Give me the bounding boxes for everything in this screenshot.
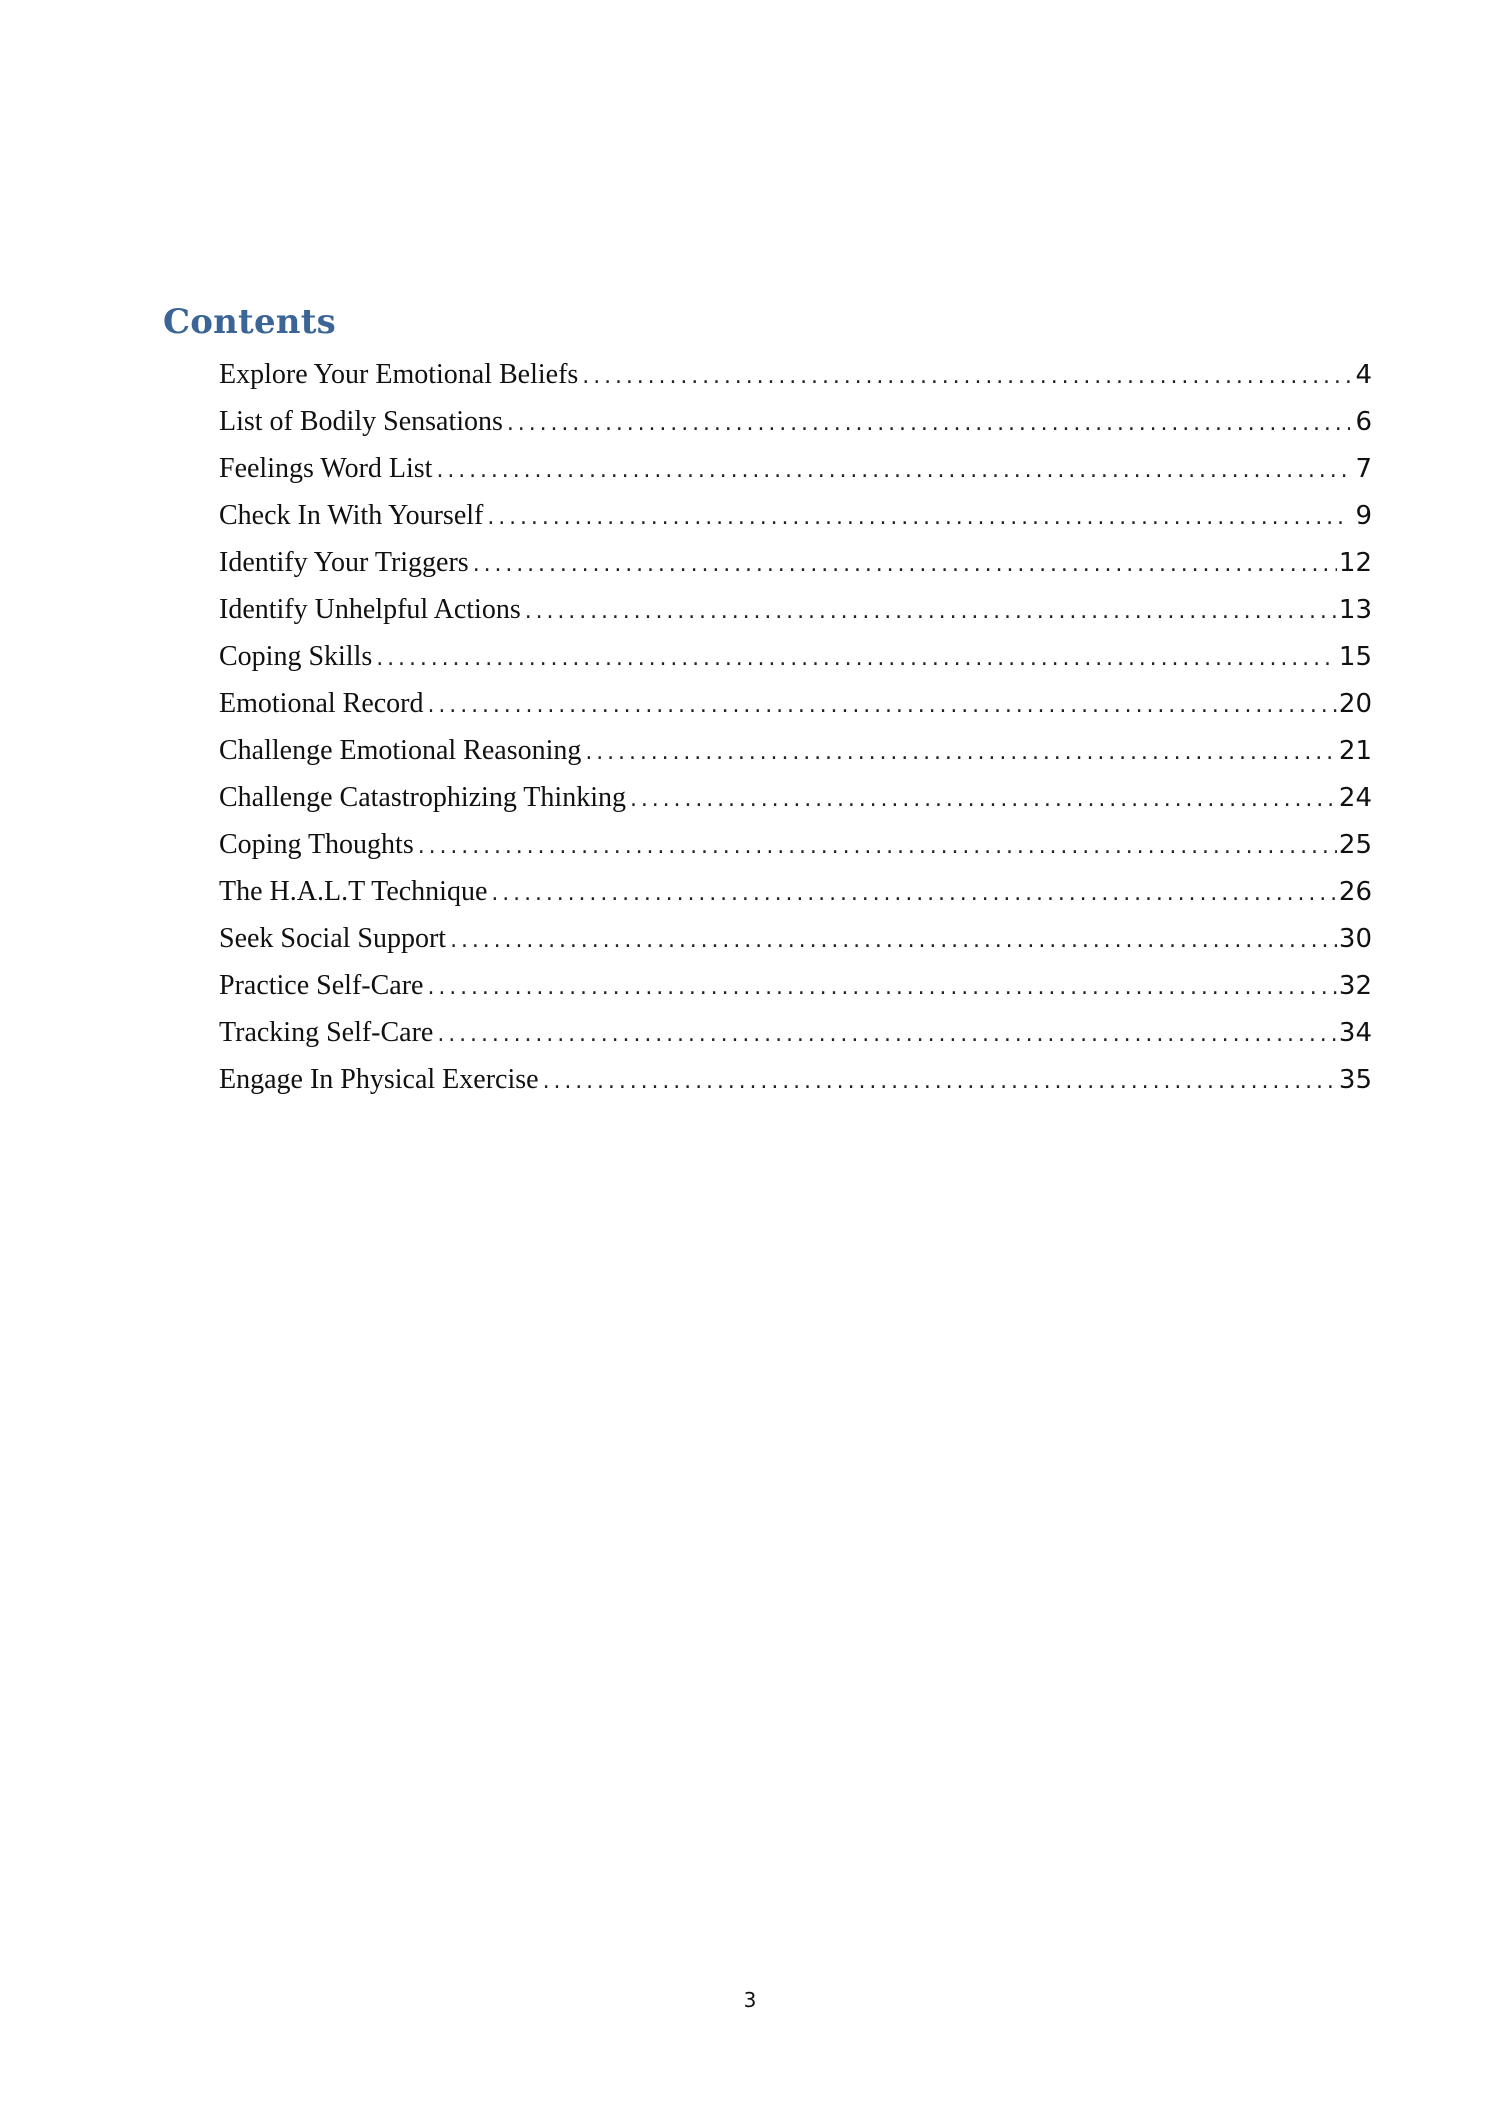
toc-entry[interactable] xyxy=(219,402,1372,449)
toc-entry-page: 25 xyxy=(1338,830,1372,860)
toc-entry-title: Challenge Emotional Reasoning xyxy=(219,735,582,766)
toc-entry-title: Coping Skills xyxy=(219,641,373,672)
page-number: 3 xyxy=(743,1988,757,2012)
toc-entry-title: Feelings Word List xyxy=(219,453,433,484)
toc-dot-leader xyxy=(450,928,1337,953)
toc-entry[interactable] xyxy=(219,590,1372,637)
toc-entry-title: Explore Your Emotional Beliefs xyxy=(219,359,579,390)
toc-entry[interactable] xyxy=(219,637,1372,684)
toc-entry[interactable] xyxy=(219,1013,1372,1060)
toc-dot-leader xyxy=(585,740,1337,765)
toc-entry[interactable] xyxy=(219,778,1372,825)
toc-entry-page: 9 xyxy=(1355,501,1372,531)
toc-entry-title: Practice Self-Care xyxy=(219,970,424,1001)
toc-entry-title: List of Bodily Sensations xyxy=(219,406,503,437)
toc-entry-page: 26 xyxy=(1338,877,1372,907)
toc-entry-title: Emotional Record xyxy=(219,688,424,719)
toc-dot-leader xyxy=(525,599,1337,624)
toc-entry-page: 4 xyxy=(1355,360,1372,390)
toc-dot-leader xyxy=(507,411,1350,436)
toc-dot-leader xyxy=(436,458,1350,483)
toc-dot-leader xyxy=(473,552,1337,577)
toc-entry-page: 24 xyxy=(1338,783,1372,813)
toc-entry-title: Coping Thoughts xyxy=(219,829,414,860)
toc-dot-leader xyxy=(630,787,1337,812)
toc-entry-title: Seek Social Support xyxy=(219,923,447,954)
toc-entry[interactable] xyxy=(219,1060,1372,1107)
toc-entry-title: Tracking Self-Care xyxy=(219,1017,434,1048)
toc-entry-page: 35 xyxy=(1338,1065,1372,1095)
toc-entry-page: 20 xyxy=(1338,689,1372,719)
toc-entry[interactable] xyxy=(219,731,1372,778)
toc-entry[interactable] xyxy=(219,966,1372,1013)
toc-entry[interactable] xyxy=(219,449,1372,496)
toc-entry[interactable] xyxy=(219,684,1372,731)
table-of-contents xyxy=(219,355,1372,1107)
toc-entry-page: 12 xyxy=(1338,548,1372,578)
toc-entry-page: 7 xyxy=(1355,454,1372,484)
toc-dot-leader xyxy=(437,1022,1337,1047)
toc-dot-leader xyxy=(491,881,1337,906)
toc-dot-leader xyxy=(427,975,1336,1000)
toc-dot-leader xyxy=(582,364,1350,389)
toc-dot-leader xyxy=(487,505,1350,530)
toc-entry[interactable] xyxy=(219,919,1372,966)
toc-entry[interactable] xyxy=(219,825,1372,872)
toc-entry[interactable] xyxy=(219,543,1372,590)
toc-entry-page: 32 xyxy=(1338,971,1372,1001)
toc-entry-title: The H.A.L.T Technique xyxy=(219,876,488,907)
toc-dot-leader xyxy=(376,646,1337,671)
toc-entry-title: Check In With Yourself xyxy=(219,500,484,531)
toc-entry-title: Challenge Catastrophizing Thinking xyxy=(219,782,626,813)
toc-entry[interactable] xyxy=(219,872,1372,919)
toc-entry-page: 6 xyxy=(1355,407,1372,437)
toc-dot-leader xyxy=(543,1069,1337,1094)
toc-entry-page: 13 xyxy=(1338,595,1372,625)
toc-entry-page: 15 xyxy=(1338,642,1372,672)
toc-entry-title: Engage In Physical Exercise xyxy=(219,1064,539,1095)
toc-entry-page: 30 xyxy=(1338,924,1372,954)
toc-entry-page: 34 xyxy=(1338,1018,1372,1048)
toc-dot-leader xyxy=(428,693,1337,718)
contents-heading: Contents xyxy=(163,302,336,342)
toc-entry-page: 21 xyxy=(1338,736,1372,766)
toc-entry-title: Identify Your Triggers xyxy=(219,547,469,578)
toc-dot-leader xyxy=(418,834,1337,859)
toc-entry[interactable] xyxy=(219,496,1372,543)
toc-entry-title: Identify Unhelpful Actions xyxy=(219,594,521,625)
toc-entry[interactable] xyxy=(219,355,1372,402)
